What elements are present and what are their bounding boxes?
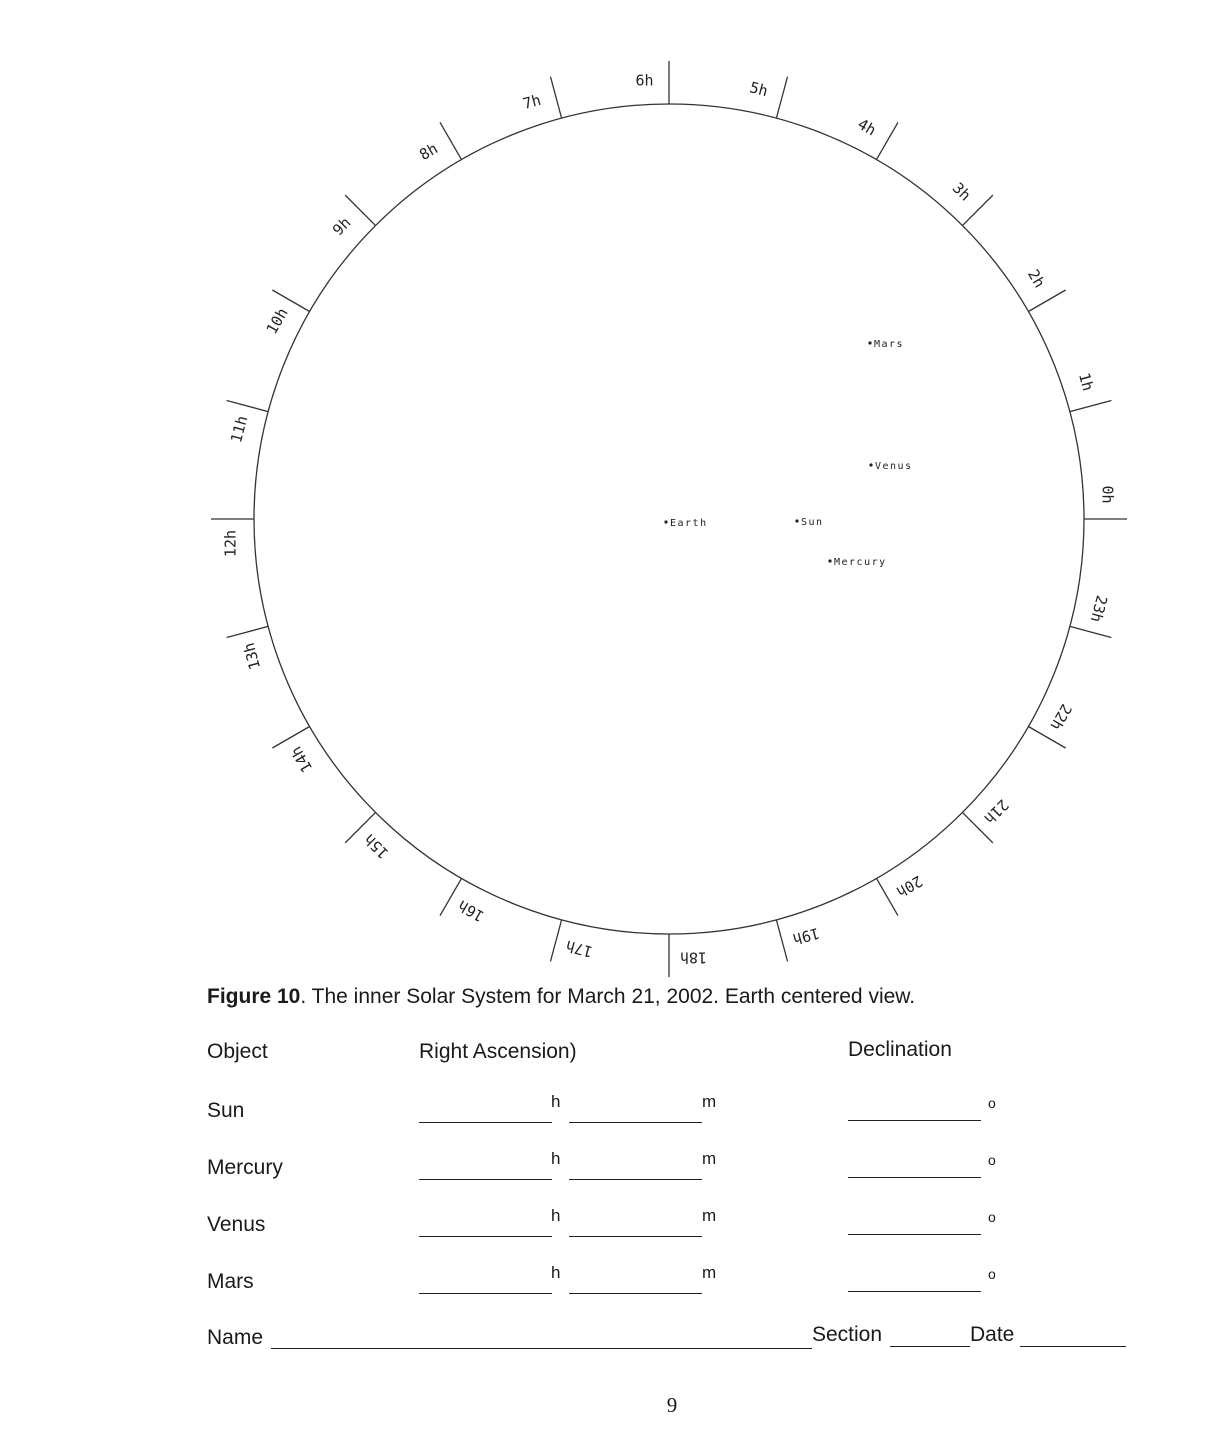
- ra-hours-unit: h: [551, 1149, 561, 1168]
- hour-label: 13h: [239, 640, 265, 672]
- degree-symbol: o: [988, 1266, 996, 1282]
- row-object-mercury: Mercury: [207, 1156, 283, 1179]
- hour-label: 7h: [520, 90, 543, 113]
- ecliptic-circle: [254, 104, 1084, 934]
- hour-label: 15h: [360, 830, 393, 863]
- row-object-mars: Mars: [207, 1270, 254, 1293]
- sun-dot: [795, 519, 798, 522]
- name-label: Name: [207, 1326, 264, 1349]
- hour-label: 16h: [454, 896, 488, 926]
- hour-label: 19h: [790, 923, 822, 949]
- hour-tick: [962, 195, 992, 225]
- ra-minutes-unit: m: [702, 1149, 717, 1168]
- hour-label: 8h: [416, 139, 441, 164]
- hour-label: 17h: [563, 936, 595, 961]
- hour-tick: [550, 77, 561, 119]
- row-object-sun: Sun: [207, 1099, 245, 1122]
- ra-hours-blank[interactable]: [419, 1179, 552, 1180]
- header-object: Object: [207, 1040, 268, 1063]
- hour-label: 2h: [1024, 266, 1049, 291]
- mercury-dot: [828, 559, 831, 562]
- ra-minutes-unit: m: [702, 1092, 717, 1111]
- earth-label: Earth: [670, 518, 708, 529]
- mars-dot: [868, 341, 871, 344]
- hour-tick: [272, 727, 309, 749]
- hour-label: 9h: [328, 213, 355, 240]
- hour-tick: [345, 195, 375, 225]
- row-object-venus: Venus: [207, 1213, 266, 1236]
- mars-label: Mars: [874, 339, 905, 350]
- hour-tick: [227, 400, 269, 411]
- ra-hours-unit: h: [551, 1263, 561, 1282]
- hour-label: 14h: [287, 743, 317, 776]
- hour-tick: [550, 920, 561, 962]
- hour-tick: [1070, 400, 1112, 411]
- declination-blank[interactable]: [848, 1234, 981, 1235]
- hour-label: 23h: [1086, 593, 1111, 625]
- declination-blank[interactable]: [848, 1291, 981, 1292]
- hour-tick: [1028, 290, 1065, 312]
- ra-hours-unit: h: [551, 1206, 561, 1225]
- hour-label: 21h: [980, 795, 1013, 828]
- hour-label: 5h: [747, 78, 770, 101]
- hour-tick: [776, 77, 787, 119]
- date-label: Date: [970, 1323, 1015, 1346]
- ra-minutes-unit: m: [702, 1263, 717, 1282]
- ra-hours-blank[interactable]: [419, 1122, 552, 1123]
- hour-tick: [227, 626, 269, 637]
- sun-label: Sun: [801, 517, 824, 528]
- page-number: 9: [666, 1393, 678, 1417]
- ra-minutes-blank[interactable]: [569, 1179, 702, 1180]
- ra-hours-blank[interactable]: [419, 1236, 552, 1237]
- section-blank[interactable]: [890, 1346, 970, 1347]
- figure-label: Figure 10: [207, 985, 301, 1008]
- hour-label: 1h: [1075, 370, 1098, 393]
- section-label: Section: [812, 1323, 883, 1346]
- ra-minutes-blank[interactable]: [569, 1236, 702, 1237]
- declination-blank[interactable]: [848, 1120, 981, 1121]
- ra-hours-blank[interactable]: [419, 1293, 552, 1294]
- earth-dot: [664, 520, 667, 523]
- degree-symbol: o: [988, 1209, 996, 1225]
- hour-tick: [877, 122, 899, 159]
- hour-label: 3h: [948, 178, 975, 205]
- hour-tick: [776, 920, 787, 962]
- figure-caption: [207, 985, 915, 1009]
- declination-blank[interactable]: [848, 1177, 981, 1178]
- hour-label: 0h: [1098, 485, 1117, 504]
- hour-label: 18h: [679, 948, 708, 967]
- hour-label: 4h: [854, 114, 880, 140]
- hour-label: 10h: [262, 304, 292, 338]
- hour-label: 22h: [1046, 700, 1076, 734]
- venus-label: Venus: [875, 461, 913, 472]
- ra-minutes-blank[interactable]: [569, 1122, 702, 1123]
- venus-dot: [869, 463, 872, 466]
- hour-label: 11h: [227, 413, 252, 445]
- mercury-label: Mercury: [834, 557, 887, 568]
- hour-tick: [877, 878, 899, 915]
- hour-label: 20h: [893, 871, 926, 901]
- hour-label: 6h: [635, 71, 654, 90]
- header-declination: Declination: [848, 1038, 952, 1061]
- figure-caption-text: . The inner Solar System for March 21, 2002. Earth centered view.: [300, 985, 916, 1008]
- header-right-ascension: Right Ascension): [419, 1040, 577, 1063]
- date-blank[interactable]: [1020, 1346, 1126, 1347]
- hour-tick: [1070, 626, 1112, 637]
- ra-minutes-unit: m: [702, 1206, 717, 1225]
- hour-tick: [440, 122, 462, 159]
- name-blank[interactable]: [271, 1348, 812, 1349]
- hour-label: 12h: [221, 529, 240, 558]
- ra-hours-unit: h: [551, 1092, 561, 1111]
- ra-minutes-blank[interactable]: [569, 1293, 702, 1294]
- degree-symbol: o: [988, 1152, 996, 1168]
- degree-symbol: o: [988, 1095, 996, 1111]
